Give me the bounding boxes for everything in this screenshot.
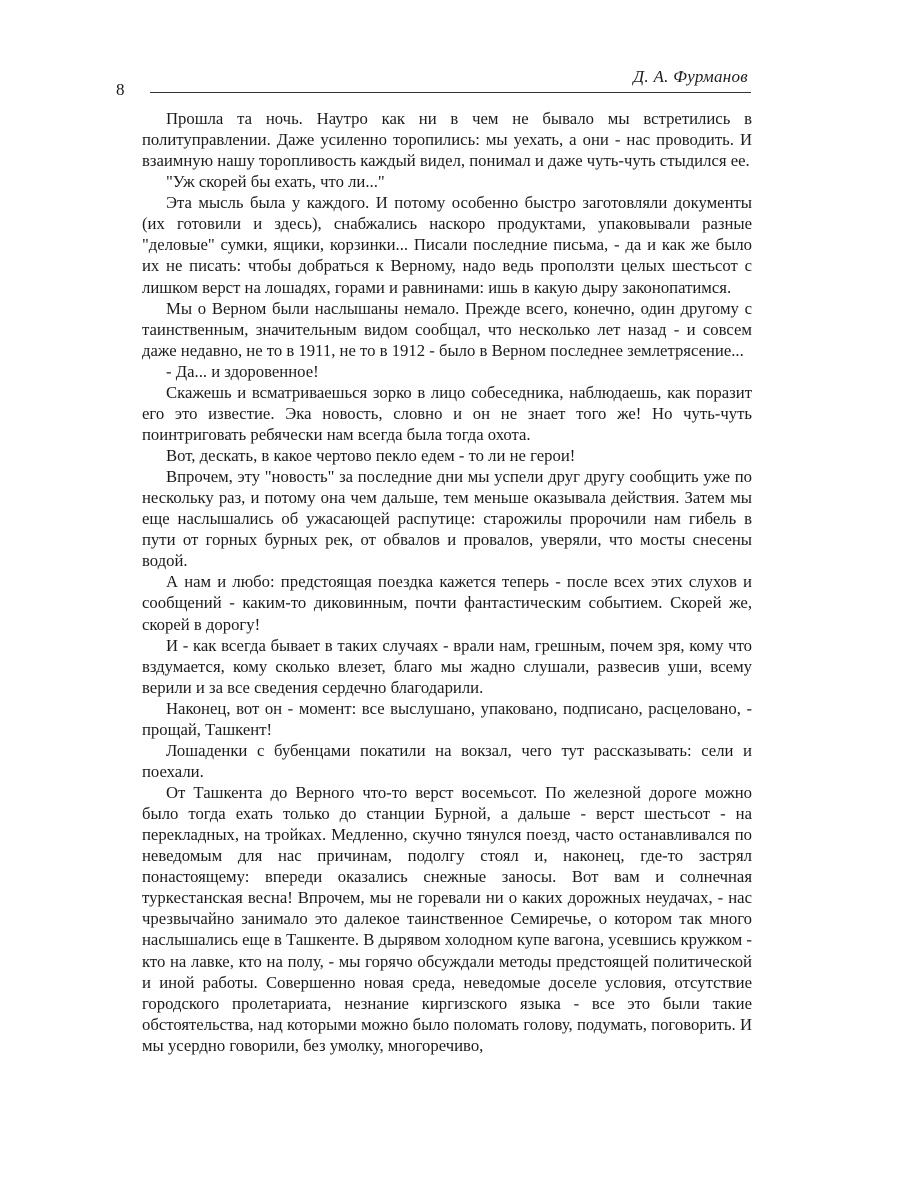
paragraph: Эта мысль была у каждого. И потому особенно быстро заготовляли документы (их готовили и здесь), снабжались наскоро продуктами, упаковывали разные "деловые" сумки, ящики, корзинки... Писали последние письма, - да и как же было их не писать: чтобы добраться к Верному, надо ведь проползти целых шестьсот с лишком верст на лошадях, горами и равнинами: ишь в какую дыру законопатимся.: [142, 193, 752, 297]
paragraph: Вот, дескать, в какое чертово пекло едем - то ли не герои!: [166, 446, 576, 465]
paragraph: Лошаденки с бубенцами покатили на вокзал, чего тут рассказывать: сели и поехали.: [142, 740, 752, 781]
paragraph: Впрочем, эту "новость" за последние дни мы успели друг другу сообщить уже по нескольку раз, и потому она чем дальше, тем меньше оказывала действия. Затем мы еще наслышались об ужасающей распутице: старожилы пророчили нам гибель в пути от горных бурных рек, от обвалов и провалов, уверяли, что мосты снесены водой.: [142, 467, 752, 571]
paragraph: А нам и любо: предстоящая поездка кажется теперь - после всех этих слухов и сообщений - каким-то диковинным, почти фантастическим событием. Скорей же, скорей в дорогу!: [142, 572, 752, 634]
text-body: [142, 108, 752, 1056]
paragraph: Прошла та ночь. Наутро как ни в чем не бывало мы встретились в политуправлении. Даже усиленно торопились: мы уехать, а они - нас проводить. И взаимную нашу торопливость каждый видел, понимал и даже чуть-чуть стыдился ее.: [142, 109, 752, 171]
paragraph: И - как всегда бывает в таких случаях - врали нам, грешным, почем зря, кому что вздумается, кому сколько влезет, благо мы жадно слушали, развесив уши, всему верили и за все сведения сердечно благодарили.: [142, 635, 752, 697]
paragraph: Мы о Верном были наслышаны немало. Прежде всего, конечно, один другому с таинственным, значительным видом сообщал, что несколько лет назад - и совсем даже недавно, не то в 1911, не то в 1912 - было в Верном последнее землетрясение...: [142, 298, 752, 360]
paragraph-dialogue: - Да... и здоровенное!: [166, 361, 319, 381]
paragraph: От Ташкента до Верного что-то верст восемьсот. По железной дороге можно было тогда ехать только до станции Бурной, а дальше - верст шестьсот - на перекладных, на тройках. Медленно, скучно тянулся поезд, часто останавливался по неведомым для нас причинам, подолгу стоял и, наконец, где-то застрял понастоящему: впереди оказались снежные заносы. Вот вам и солнечная туркестанская весна! Впрочем, мы не горевали ни о каких дорожных неудачах, - нас чрезвычайно занимало это далекое таинственное Семиречье, о котором так много наслышались еще в Ташкенте. В дырявом холодном купе вагона, усевшись кружком - кто на лавке, кто на полу, - мы горячо обсуждали методы предстоящей политической и иной работы. Совершенно новая среда, неведомые доселе условия, отсутствие городского пролетариата, незнание киргизского языка - все это были такие обстоятельства, над которыми можно было поломать голову, подумать, поговорить. И мы усердно говорили, без умолку, многоречиво,: [142, 783, 752, 1055]
header-rule: [150, 92, 751, 93]
running-head-author: Д. А. Фурманов: [633, 67, 748, 86]
paragraph: Наконец, вот он - момент: все выслушано, упаковано, подписано, расцеловано, - прощай, Ташкент!: [142, 698, 752, 739]
page-number: 8: [116, 80, 125, 99]
paragraph-quote: "Уж скорей бы ехать, что ли...": [166, 172, 385, 192]
paragraph: Скажешь и всматриваешься зорко в лицо собеседника, наблюдаешь, как поразит его это известие. Эка новость, словно и он не знает того же! Но чуть-чуть поинтриговать ребячески нам всегда была тогда охота.: [142, 382, 752, 444]
